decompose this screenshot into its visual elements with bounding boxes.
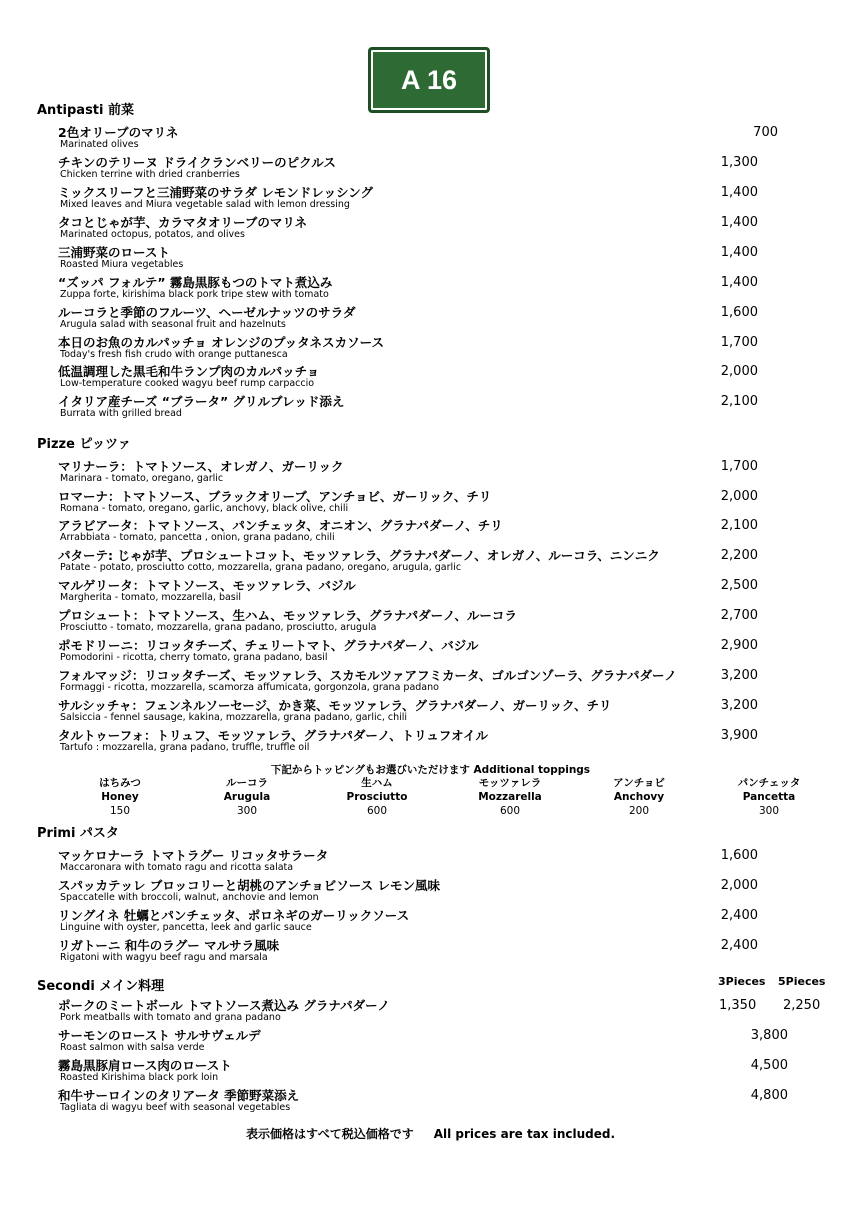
pieces-3-header: 3Pieces <box>718 975 766 988</box>
item-price: 2,000 <box>720 489 758 504</box>
topping-item <box>187 776 307 818</box>
topping-price: 600 <box>499 805 521 817</box>
item-name-en: Formaggi - ricotta, mozzarella, scamorza affumicata, gorgonzola, grana padano <box>60 682 439 693</box>
item-price: 2,400 <box>720 938 758 953</box>
menu-item <box>58 273 818 303</box>
item-price: 3,800 <box>750 1028 788 1043</box>
menu-item <box>58 636 818 666</box>
item-name-en: Low-temperature cooked wagyu beef rump carpaccio <box>60 378 315 389</box>
item-name-jp: ポークのミートボール トマトソース煮込み グラナパダーノ <box>58 998 390 1013</box>
item-name-jp: ミックスリーフと三浦野菜のサラダ レモンドレッシング <box>58 185 374 200</box>
item-name-jp: マッケロナーラ トマトラグー リコッタサラータ <box>58 848 329 863</box>
menu-item <box>58 153 818 183</box>
item-name-jp: 低温調理した黒毛和牛ランプ肉のカルパッチョ <box>58 364 320 379</box>
menu-item <box>58 516 818 546</box>
item-price: 1,300 <box>720 155 758 170</box>
menu-item <box>58 876 818 906</box>
item-name-en: Salsiccia - fennel sausage, kakina, mozzarella, grana padano, garlic, chili <box>60 712 408 723</box>
item-price: 2,000 <box>720 364 758 379</box>
section-title-pizze: Pizze ピッツァ <box>37 437 131 452</box>
item-price: 1,600 <box>720 305 758 320</box>
item-name-jp: アラビアータ：トマトソース、パンチェッタ、オニオン、グラナパダーノ、チリ <box>58 518 503 533</box>
item-name-en: Burrata with grilled bread <box>60 408 182 419</box>
topping-name-en: Anchovy <box>613 791 665 803</box>
item-name-jp: サルシッチャ：フェンネルソーセージ、かき菜、モッツァレラ、グラナパダーノ、ガーリック、チリ <box>58 698 612 713</box>
topping-price: 200 <box>628 805 650 817</box>
section-title-primi: Primi パスタ <box>37 826 119 841</box>
item-price: 1,400 <box>720 185 758 200</box>
item-name-en: Pork meatballs with tomato and grana padano <box>60 1012 281 1023</box>
menu-item <box>58 666 818 696</box>
item-price: 2,200 <box>720 548 758 563</box>
topping-item <box>709 776 829 818</box>
item-name-jp: フォルマッジ：リコッタチーズ、モッツァレラ、スカモルツァアフミカータ、ゴルゴンゾーラ、グラナパダーノ <box>58 668 677 683</box>
menu-item <box>58 1086 818 1116</box>
item-name-en: Marinated olives <box>60 139 139 150</box>
item-price: 2,000 <box>720 878 758 893</box>
menu-item <box>58 726 818 756</box>
topping-name-en: Pancetta <box>742 791 796 803</box>
tax-note <box>0 1125 861 1142</box>
item-name-jp: パターテ: じゃが芋、プロシュートコット、モッツァレラ、グラナパダーノ、オレガノ、ルーコラ、ニンニク <box>58 548 660 563</box>
item-name-jp: スパッカテッレ ブロッコリーと胡桃のアンチョビソース レモン風味 <box>58 878 440 893</box>
tax-note-en: All prices are tax included. <box>433 1127 616 1141</box>
item-name-jp: 本日のお魚のカルパッチョ オレンジのプッタネスカソース <box>58 335 384 350</box>
item-name-en: Spaccatelle with broccoli, walnut, anchovie and lemon <box>60 892 319 903</box>
item-name-en: Linguine with oyster, pancetta, leek and garlic sauce <box>60 922 312 933</box>
item-name-jp: ロマーナ：トマトソース、ブラックオリーブ、アンチョビ、ガーリック、チリ <box>58 489 492 504</box>
item-name-jp: 2色オリーブのマリネ <box>58 125 179 140</box>
menu-item <box>58 1026 818 1056</box>
topping-item <box>60 776 180 818</box>
item-price-5pieces: 2,250 <box>783 998 821 1013</box>
menu-item <box>58 333 818 363</box>
topping-item <box>450 776 570 818</box>
item-price: 3,900 <box>720 728 758 743</box>
menu-item <box>58 487 818 517</box>
item-name-jp: リングイネ 牡蠣とパンチェッタ、ポロネギのガーリックソース <box>58 908 410 923</box>
item-name-en: Maccaronara with tomato ragu and ricotta salata <box>60 862 294 873</box>
menu-item <box>58 546 818 576</box>
toppings-heading: 下記からトッピングもお選びいただけます Additional toppings <box>270 764 591 776</box>
pieces-5-header: 5Pieces <box>778 975 826 988</box>
topping-name-jp: モッツァレラ <box>478 777 542 789</box>
item-name-jp: マリナーラ：トマトソース、オレガノ、ガーリック <box>58 459 344 474</box>
topping-name-jp: ルーコラ <box>226 777 268 789</box>
item-price: 2,100 <box>720 518 758 533</box>
item-price: 2,400 <box>720 908 758 923</box>
item-name-en: Marinara - tomato, oregano, garlic <box>60 473 224 484</box>
item-price: 2,500 <box>720 578 758 593</box>
item-price: 4,500 <box>750 1058 788 1073</box>
item-name-en: Patate - potato, prosciutto cotto, mozzarella, grana padano, oregano, arugula, garlic <box>60 562 462 573</box>
menu-item <box>58 996 821 1026</box>
item-name-jp: プロシュート：トマトソース、生ハム、モッツァレラ、グラナパダーノ、ルーコラ <box>58 608 517 623</box>
topping-price: 600 <box>366 805 388 817</box>
item-name-en: Zuppa forte, kirishima black pork tripe stew with tomato <box>60 289 329 300</box>
topping-name-en: Honey <box>101 791 139 803</box>
topping-item <box>317 776 437 818</box>
item-name-en: Arugula salad with seasonal fruit and hazelnuts <box>60 319 286 330</box>
item-name-en: Roasted Miura vegetables <box>60 259 184 270</box>
topping-price: 300 <box>236 805 258 817</box>
item-name-jp: チキンのテリーヌ ドライクランベリーのピクルス <box>58 155 336 170</box>
topping-name-en: Prosciutto <box>346 791 408 803</box>
item-name-en: Roast salmon with salsa verde <box>60 1042 205 1053</box>
topping-name-jp: パンチェッタ <box>737 777 801 789</box>
menu-item <box>58 606 818 636</box>
item-price: 1,400 <box>720 275 758 290</box>
tax-note-jp: 表示価格はすべて税込価格です <box>245 1127 414 1141</box>
topping-price: 300 <box>758 805 780 817</box>
menu-item <box>58 906 818 936</box>
item-name-en: Prosciutto - tomato, mozzarella, grana padano, prosciutto, arugula <box>60 622 377 633</box>
menu-item <box>58 696 818 726</box>
item-name-en: Romana - tomato, oregano, garlic, anchovy, black olive, chili <box>60 503 349 514</box>
item-name-jp: 和牛サーロインのタリアータ 季節野菜添え <box>58 1088 300 1103</box>
menu-item <box>58 846 818 876</box>
menu-item <box>58 183 818 213</box>
item-price: 2,700 <box>720 608 758 623</box>
menu-item <box>58 576 818 606</box>
menu-item <box>58 362 818 392</box>
item-price: 1,400 <box>720 215 758 230</box>
item-name-en: Chicken terrine with dried cranberries <box>60 169 240 180</box>
item-price: 1,400 <box>720 245 758 260</box>
item-price: 4,800 <box>750 1088 788 1103</box>
topping-name-jp: 生ハム <box>361 777 393 789</box>
item-name-en: Roasted Kirishima black pork loin <box>60 1072 219 1083</box>
item-price: 1,700 <box>720 459 758 474</box>
item-name-en: Marinated octopus, potatos, and olives <box>60 229 245 240</box>
item-price: 3,200 <box>720 698 758 713</box>
topping-name-en: Mozzarella <box>478 791 542 803</box>
section-title-antipasti: Antipasti 前菜 <box>37 103 134 118</box>
item-name-jp: 三浦野菜のロースト <box>58 245 170 260</box>
item-price: 2,100 <box>720 394 758 409</box>
menu-item <box>58 123 818 153</box>
item-name-jp: 霧島黒豚肩ロース肉のロースト <box>58 1058 232 1073</box>
menu-item <box>58 213 818 243</box>
item-name-jp: “ズッパ フォルテ” 霧島黒豚もつのトマト煮込み <box>58 275 333 290</box>
item-name-en: Mixed leaves and Miura vegetable salad with lemon dressing <box>60 199 350 210</box>
menu-item <box>58 303 818 333</box>
item-price: 1,700 <box>720 335 758 350</box>
topping-price: 150 <box>109 805 131 817</box>
menu-item <box>58 243 818 273</box>
topping-name-en: Arugula <box>223 791 271 803</box>
topping-name-jp: はちみつ <box>99 777 141 789</box>
item-name-en: Rigatoni with wagyu beef ragu and marsala <box>60 952 268 963</box>
topping-name-jp: アンチョビ <box>613 777 665 789</box>
item-name-jp: イタリア産チーズ “ブラータ” グリルブレッド添え <box>58 394 345 409</box>
item-price-3pieces: 1,350 <box>719 998 757 1013</box>
item-name-en: Arrabbiata - tomato, pancetta , onion, grana padano, chili <box>60 532 335 543</box>
item-name-jp: タルトゥーフォ：トリュフ、モッツァレラ、グラナパダーノ、トリュフオイル <box>58 728 488 743</box>
menu-item <box>58 936 818 966</box>
page-badge: A 16 <box>368 47 490 113</box>
item-name-en: Pomodorini - ricotta, cherry tomato, grana padano, basil <box>60 652 328 663</box>
item-name-en: Tagliata di wagyu beef with seasonal vegetables <box>60 1102 291 1113</box>
menu-item <box>58 457 818 487</box>
menu-item <box>58 392 818 422</box>
item-name-jp: タコとじゃが芋、カラマタオリーブのマリネ <box>58 215 308 230</box>
item-price: 700 <box>753 125 778 140</box>
item-name-jp: サーモンのロースト サルサヴェルデ <box>58 1028 261 1043</box>
item-name-jp: ポモドリーニ：リコッタチーズ、チェリートマト、グラナパダーノ、バジル <box>58 638 479 653</box>
item-name-en: Margherita - tomato, mozzarella, basil <box>60 592 242 603</box>
item-price: 3,200 <box>720 668 758 683</box>
item-name-jp: リガトーニ 和牛のラグー マルサラ風味 <box>58 938 280 953</box>
topping-item <box>579 776 699 818</box>
item-name-jp: マルゲリータ：トマトソース、モッツァレラ、バジル <box>58 578 356 593</box>
menu-item <box>58 1056 818 1086</box>
item-name-jp: ルーコラと季節のフルーツ、ヘーゼルナッツのサラダ <box>58 305 356 320</box>
section-title-secondi: Secondi メイン料理 <box>37 979 165 994</box>
item-name-en: Today's fresh fish crudo with orange puttanesca <box>60 349 288 360</box>
item-price: 1,600 <box>720 848 758 863</box>
item-price: 2,900 <box>720 638 758 653</box>
item-name-en: Tartufo : mozzarella, grana padano, truffle, truffle oil <box>60 742 310 753</box>
